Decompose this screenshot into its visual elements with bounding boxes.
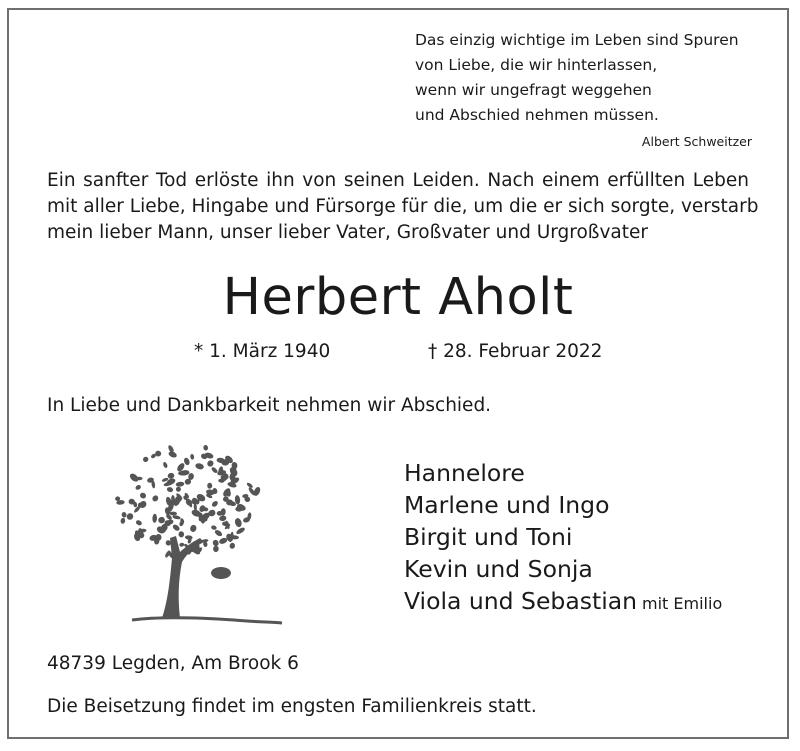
leaf-mark: [189, 524, 197, 533]
leaf-mark: [151, 494, 159, 502]
mourner-extra: mit Emilio: [642, 594, 723, 613]
leaf-mark: [179, 542, 185, 547]
leaf-mark: [121, 511, 127, 518]
leaf-mark: [219, 515, 227, 521]
leaf-mark: [158, 516, 166, 523]
leaf-mark: [142, 456, 149, 463]
tree-crown: [115, 444, 262, 560]
address: 48739 Legden, Am Brook 6: [47, 653, 299, 674]
obituary-notice: [7, 8, 789, 739]
leaf-mark: [152, 514, 157, 523]
burial-note: Die Beisetzung findet im engsten Familienkreis statt.: [47, 696, 537, 717]
leaf-mark: [169, 512, 177, 516]
leaf-mark: [195, 462, 205, 470]
leaf-mark: [135, 519, 143, 526]
mourner-name: Marlene und Ingo: [404, 491, 610, 519]
bird-shape: [211, 567, 231, 579]
leaf-mark: [166, 486, 173, 492]
leaf-mark: [139, 492, 147, 500]
death-date: † 28. Februar 2022: [428, 341, 603, 362]
intro-line: Ein sanfter Tod erlöste ihn von seinen Leiden. Nach einem erfüllten Leben: [47, 170, 749, 191]
mourner-item: [404, 553, 722, 585]
leaf-mark: [211, 500, 219, 508]
leaf-mark: [229, 542, 236, 549]
farewell-text: In Liebe und Dankbarkeit nehmen wir Abschied.: [47, 395, 492, 416]
mourner-item: [404, 489, 722, 521]
deceased-name: Herbert Aholt: [222, 268, 574, 327]
intro-line: mit aller Liebe, Hingabe und Fürsorge für die, um die er sich sorgte, verstarb: [47, 196, 759, 217]
quote-author: Albert Schweitzer: [641, 134, 752, 149]
leaf-mark: [234, 517, 243, 528]
leaf-mark: [175, 481, 184, 487]
leaf-mark: [172, 515, 181, 520]
leaf-mark: [207, 483, 212, 489]
ground-line: [132, 618, 282, 623]
mourner-name: Kevin und Sonja: [404, 555, 593, 583]
quote-line: und Abschied nehmen müssen.: [415, 106, 659, 124]
leaf-mark: [213, 545, 219, 552]
leaf-mark: [155, 450, 161, 456]
quote-line: Das einzig wichtige im Leben sind Spuren: [415, 31, 739, 49]
leaf-mark: [175, 486, 182, 493]
leaf-mark: [172, 523, 181, 532]
birth-date: * 1. März 1940: [194, 341, 331, 362]
leaf-mark: [167, 472, 175, 479]
quote-line: von Liebe, die wir hinterlassen,: [415, 56, 658, 74]
quote-line: wenn wir ungefragt weggehen: [415, 81, 652, 99]
leaf-mark: [206, 459, 215, 468]
leaf-mark: [214, 529, 223, 538]
quote-block: [415, 28, 760, 149]
leaf-mark: [190, 454, 195, 460]
mourner-name: Viola und Sebastian: [404, 587, 638, 615]
leaf-mark: [120, 517, 125, 524]
leaf-mark: [125, 512, 134, 521]
leaf-mark: [178, 531, 184, 537]
leaf-mark: [211, 525, 218, 531]
leaf-mark: [235, 526, 245, 535]
leaf-mark: [162, 461, 168, 468]
mourner-name: Hannelore: [404, 459, 525, 487]
intro-line: mein lieber Mann, unser lieber Vater, Großvater und Urgroßvater: [47, 222, 648, 243]
mourner-item: [404, 585, 722, 620]
leaf-mark: [203, 445, 209, 451]
leaf-mark: [211, 466, 219, 474]
intro-text: [47, 168, 759, 246]
mourner-item: [404, 457, 722, 489]
mourner-list: [404, 457, 722, 620]
tree-icon: [104, 440, 284, 630]
mourner-item: [404, 521, 722, 553]
mourner-name: Birgit und Toni: [404, 523, 573, 551]
leaf-mark: [135, 484, 142, 491]
